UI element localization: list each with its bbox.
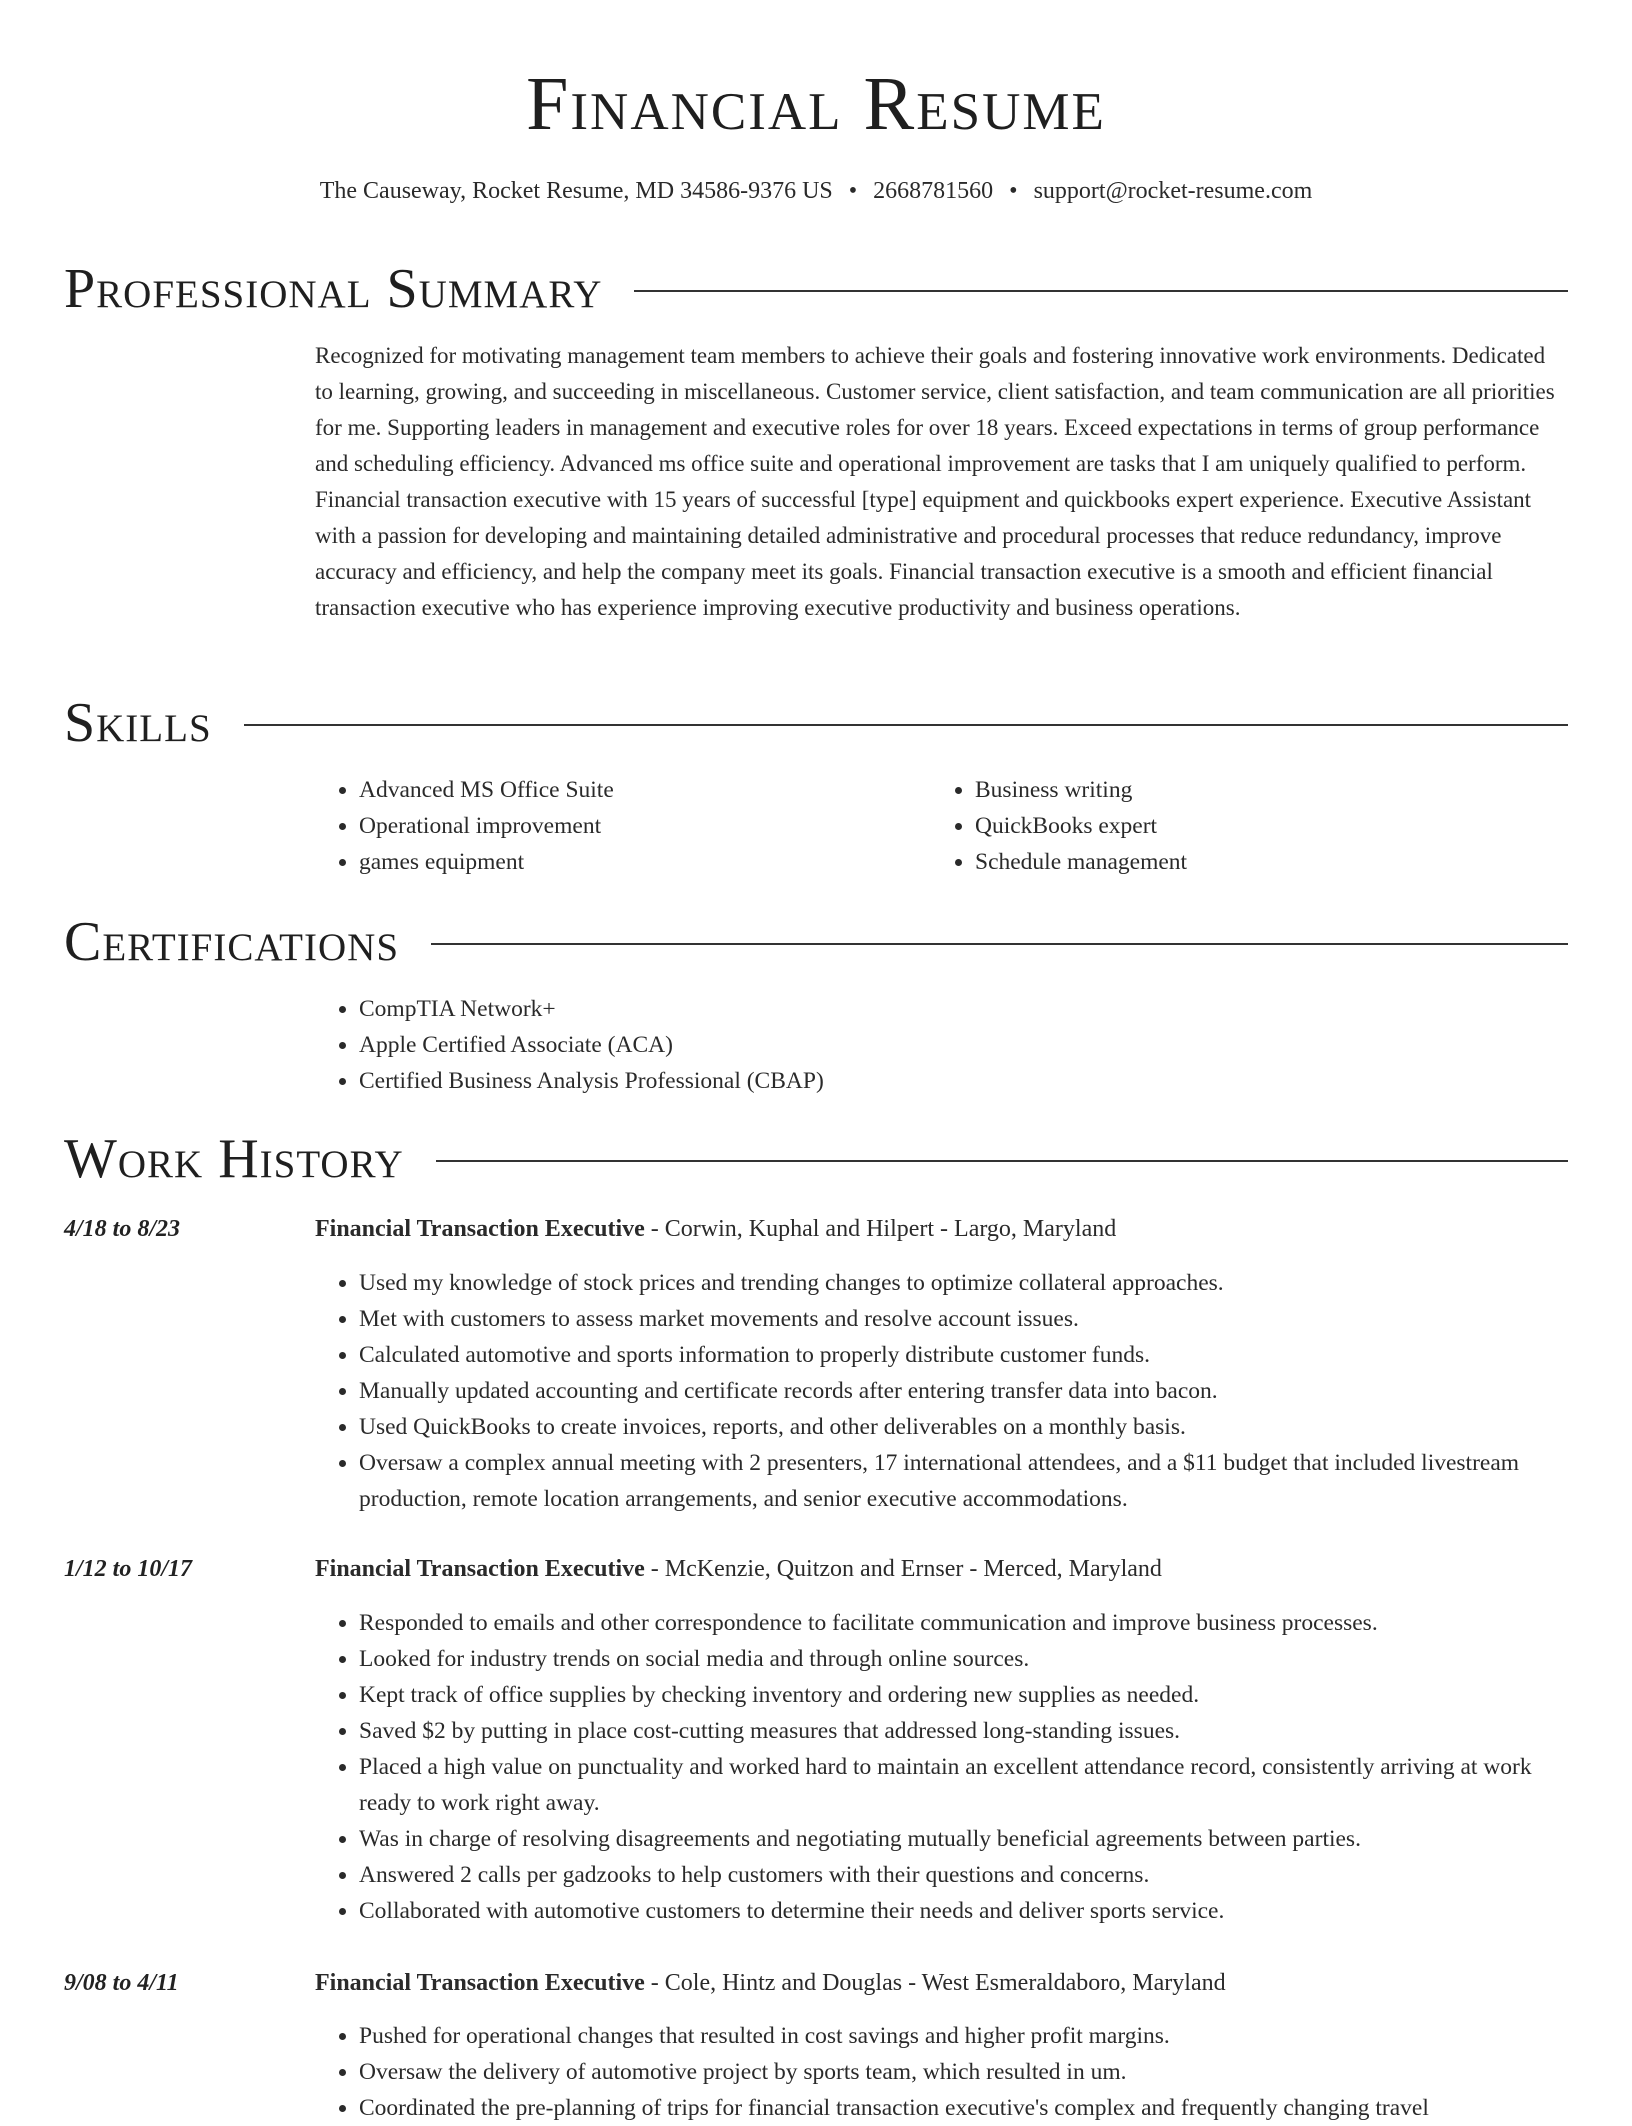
list-item: • Met with customers to assess market movements and resolve account issues. [359,1301,1570,1337]
list-item: • Oversaw the delivery of automotive project by sports team, which resulted in um. [359,2054,1570,2090]
job-bullet-list [315,2018,1570,2126]
certifications-section-header [64,910,1568,974]
resume-name: Financial Resume [526,62,1106,146]
list-item: • Used my knowledge of stock prices and trending changes to optimize collateral approaches. [359,1265,1570,1301]
list-item: • Saved $2 by putting in place cost-cutting measures that addressed long-standing issues. [359,1713,1570,1749]
job-bullet-list [315,1265,1570,1517]
list-item: • Schedule management [975,844,1521,880]
job-role: Financial Transaction Executive [315,1970,645,1996]
job-details: - McKenzie, Quitzon and Ernser - Merced, Maryland [644,1556,1162,1582]
list-item: • games equipment [359,844,905,880]
job-dates: 1/12 to 10/17 [64,1556,193,1582]
skills-column-right [931,772,1521,880]
section-divider [634,290,1568,292]
list-item: • Coordinated the pre-planning of trips for financial transaction executive's complex and frequently changing travel [359,2090,1570,2126]
section-title: Skills [64,692,212,754]
skills-section-header [64,691,1568,755]
list-item: • Apple Certified Associate (ACA) [359,1027,1565,1063]
work-section-header [64,1127,1568,1191]
list-item: • Certified Business Analysis Professional (CBAP) [359,1063,1565,1099]
job-details: - Corwin, Kuphal and Hilpert - Largo, Maryland [644,1216,1117,1242]
job-heading [315,1211,1565,1247]
contact-phone[interactable]: 2668781560 [873,178,994,204]
contact-separator: • [848,178,858,204]
job-details: - Cole, Hintz and Douglas - West Esmeraldaboro, Maryland [644,1970,1226,1996]
summary-section-header [64,257,1568,321]
contact-separator: • [1009,178,1018,204]
section-title: Work History [64,1128,404,1190]
job-dates: 9/08 to 4/11 [64,1970,179,1996]
list-item: • Looked for industry trends on social media and through online sources. [359,1641,1570,1677]
certifications-block [315,991,1565,1099]
contact-address: The Causeway, Rocket Resume, MD 34586-9376 US [319,178,833,204]
summary-text: Recognized for motivating management team members to achieve their goals and fostering innovative work environments. Dedicated to learning, growing, and succeeding in miscellaneous. Customer service, client satisfaction, and team communication are all priorities for me. Supporting leaders in management and executive roles for over 18 years. Exceed expectations in terms of group performance and scheduling efficiency. Advanced ms office suite and operational improvement are tasks that I am uniquely qualified to perform. Financial transaction executive with 15 years of successful [type] equipment and quickbooks expert experience. Executive Assistant with a passion for developing and maintaining detailed administrative and procedural processes that reduce redundancy, improve accuracy and efficiency, and help the company meet its goals. Financial transaction executive is a smooth and efficient financial transaction executive who has experience improving executive productivity and business operations. [315,343,1555,620]
list-item: • Advanced MS Office Suite [359,772,905,808]
list-item: • Kept track of office supplies by checking inventory and ordering new supplies as needed. [359,1677,1570,1713]
job-bullet-list [315,1605,1570,1929]
list-item: • Business writing [975,772,1521,808]
list-item: • Manually updated accounting and certificate records after entering transfer data into bacon. [359,1373,1570,1409]
contact-line [0,174,1632,208]
list-item: • QuickBooks expert [975,808,1521,844]
list-item: • Operational improvement [359,808,905,844]
job-role: Financial Transaction Executive [315,1216,645,1242]
contact-email[interactable]: support@rocket-resume.com [1033,178,1313,204]
skills-list [931,772,1521,880]
list-item: • Oversaw a complex annual meeting with 2 presenters, 17 international attendees, and a $11 budget that included livestream production, remote location arrangements, and senior executive accommodations. [359,1445,1570,1517]
job-bullets [315,2018,1570,2126]
list-item: • CompTIA Network+ [359,991,1565,1027]
section-divider [436,1160,1568,1162]
section-title: Professional Summary [64,258,603,320]
list-item: • Answered 2 calls per gadzooks to help customers with their questions and concerns. [359,1857,1570,1893]
skills-list [315,772,905,880]
list-item: • Responded to emails and other correspondence to facilitate communication and improve business processes. [359,1605,1570,1641]
job-heading [315,1551,1565,1587]
job-bullets [315,1605,1570,1929]
list-item: • Was in charge of resolving disagreements and negotiating mutually beneficial agreements between parties. [359,1821,1570,1857]
skills-column-left [315,772,905,880]
job-dates: 4/18 to 8/23 [64,1216,181,1242]
list-item: • Calculated automotive and sports information to properly distribute customer funds. [359,1337,1570,1373]
certifications-list [315,991,1565,1099]
list-item: • Collaborated with automotive customers to determine their needs and deliver sports service. [359,1893,1570,1929]
section-divider [244,724,1568,726]
job-role: Financial Transaction Executive [315,1556,645,1582]
section-divider [431,943,1568,945]
list-item: • Placed a high value on punctuality and worked hard to maintain an excellent attendance record, consistently arriving at work ready to work right away. [359,1749,1570,1821]
list-item: • Used QuickBooks to create invoices, reports, and other deliverables on a monthly basis. [359,1409,1570,1445]
job-bullets [315,1265,1570,1517]
job-heading [315,1965,1565,2001]
list-item: • Pushed for operational changes that resulted in cost savings and higher profit margins. [359,2018,1570,2054]
section-title: Certifications [64,911,400,973]
